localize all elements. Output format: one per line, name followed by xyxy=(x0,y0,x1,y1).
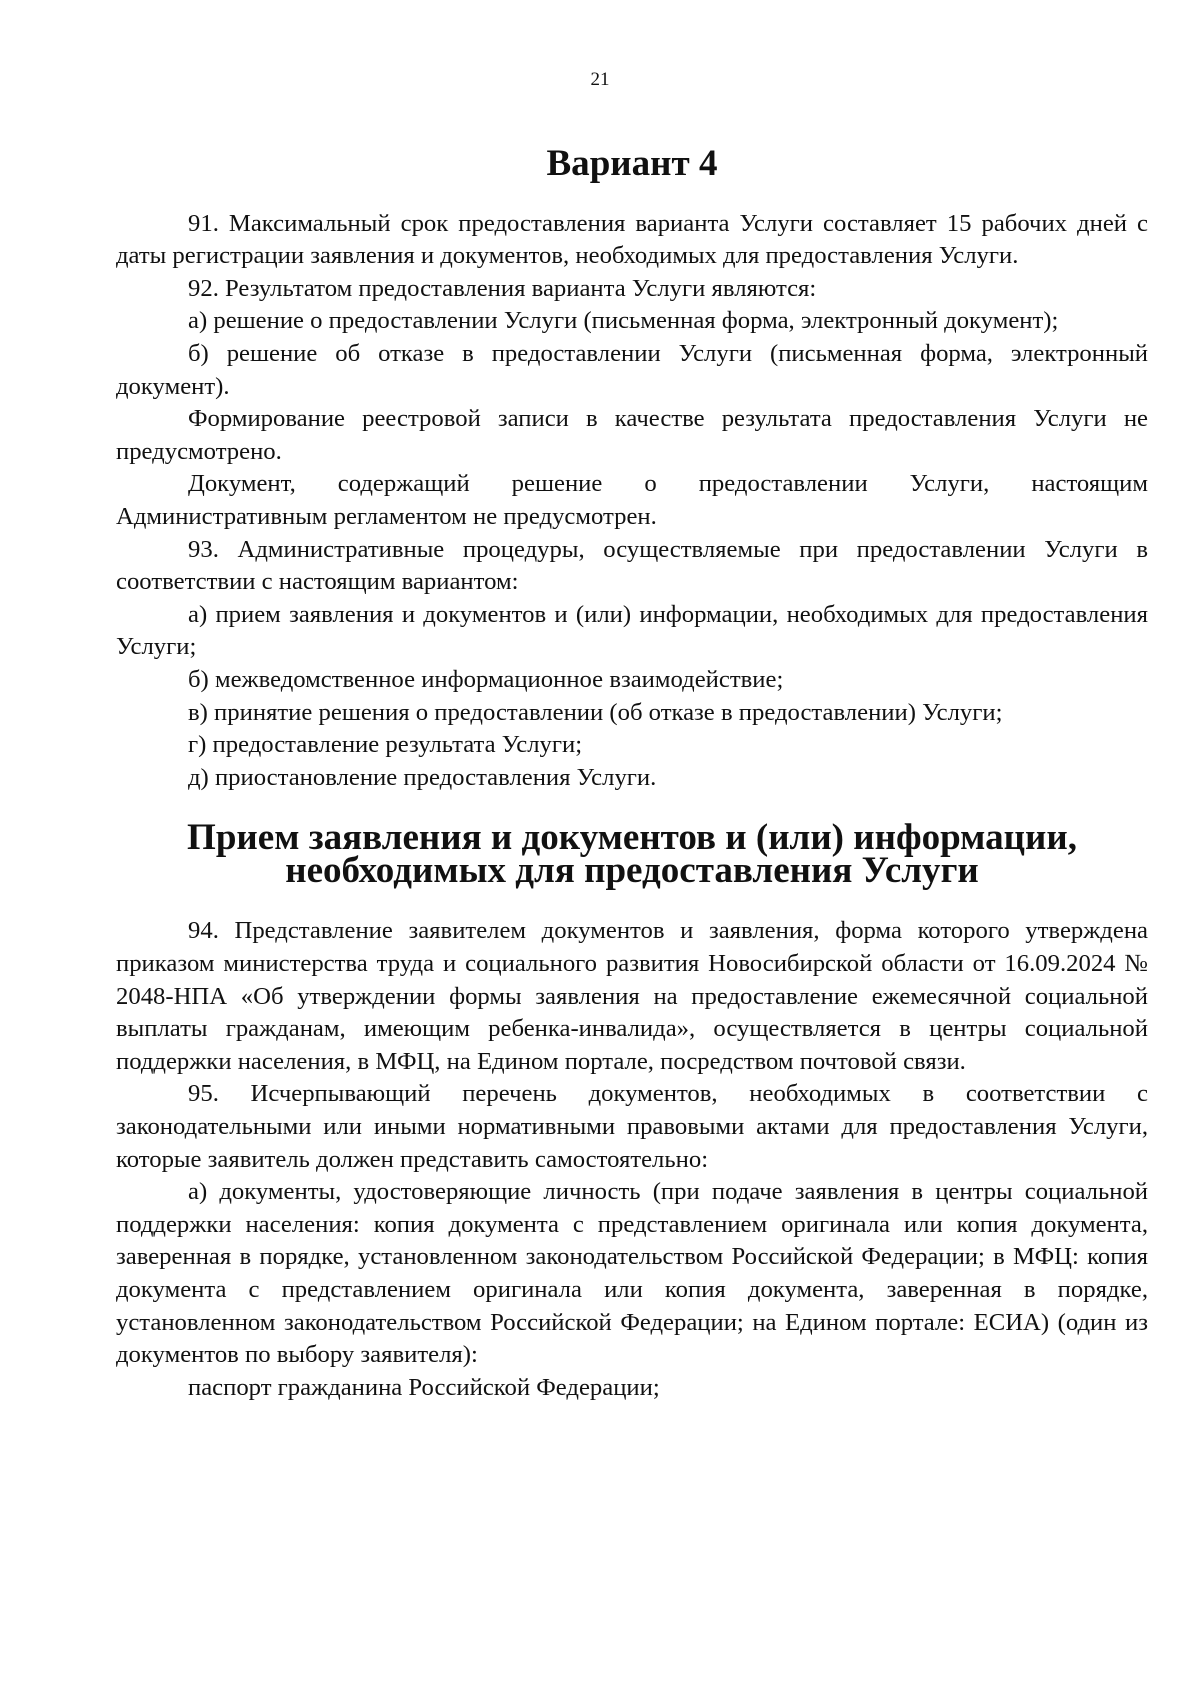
paragraph-91: 91. Максимальный срок предоставления варианта Услуги составляет 15 рабочих дней с даты регистрации заявления и документов, необходимых для предоставления Услуги. xyxy=(116,209,1148,270)
section-heading-application: Прием заявления и документов и (или) информации, необходимых для предоставления Услуги xyxy=(187,817,1077,891)
list-item-passport: паспорт гражданина Российской Федерации; xyxy=(188,1373,660,1401)
application-paragraphs xyxy=(116,915,1148,1404)
list-item-93b: б) межведомственное информационное взаимодействие; xyxy=(188,665,784,693)
paragraph-94: 94. Представление заявителем документов и заявления, форма которого утверждена приказом министерства труда и социального развития Новосибирской области от 16.09.2024 № 2048-НПА «Об утверждении формы заявления на предоставление ежемесячной социальной выплаты гражданам, имеющим ребенка-инвалида», осуществляется в центры социальной поддержки населения, в МФЦ, на Едином портале, посредством почтовой связи. xyxy=(116,917,1148,1075)
list-item-93e: д) приостановление предоставления Услуги. xyxy=(188,763,657,791)
paragraph-93: 93. Административные процедуры, осуществляемые при предоставлении Услуги в соответствии с настоящим вариантом: xyxy=(116,535,1148,596)
paragraph-registry-note: Формирование реестровой записи в качестве результата предоставления Услуги не предусмотрено. xyxy=(116,405,1148,465)
list-item-95a: а) документы, удостоверяющие личность (при подаче заявления в центры социальной поддержки населения: копия документа с представлением оригинала или копия документа, заверенная в порядке, установленном законодательством Российской Федерации; в МФЦ: копия документа с представлением оригинала или копия документа, заверенная в порядке, установленном законодательством Российской Федерации; на Едином портале: ЕСИА) (один из документов по выбору заявителя): xyxy=(116,1178,1148,1369)
paragraph-document-note: Документ, содержащий решение о предоставлении Услуги, настоящим Административным регламентом не предусмотрен. xyxy=(116,470,1148,530)
paragraph-92: 92. Результатом предоставления варианта Услуги являются: xyxy=(188,274,817,302)
document-body xyxy=(116,143,1148,1404)
list-item-92a: а) решение о предоставлении Услуги (письменная форма, электронный документ); xyxy=(188,307,1059,335)
list-item-93c: в) принятие решения о предоставлении (об отказе в предоставлении) Услуги; xyxy=(188,698,1003,726)
section-heading-variant: Вариант 4 xyxy=(546,143,718,184)
page-number: 21 xyxy=(590,69,610,90)
list-item-92b: б) решение об отказе в предоставлении Услуги (письменная форма, электронный документ). xyxy=(116,339,1148,400)
list-item-93a: а) прием заявления и документов и (или) информации, необходимых для предоставления Услуги; xyxy=(116,600,1148,661)
paragraph-95: 95. Исчерпывающий перечень документов, необходимых в соответствии с законодательными или иными нормативными правовыми актами для предоставления Услуги, которые заявитель должен представить самостоятельно: xyxy=(116,1080,1148,1173)
list-item-93d: г) предоставление результата Услуги; xyxy=(188,731,583,759)
variant-paragraphs xyxy=(116,208,1148,795)
